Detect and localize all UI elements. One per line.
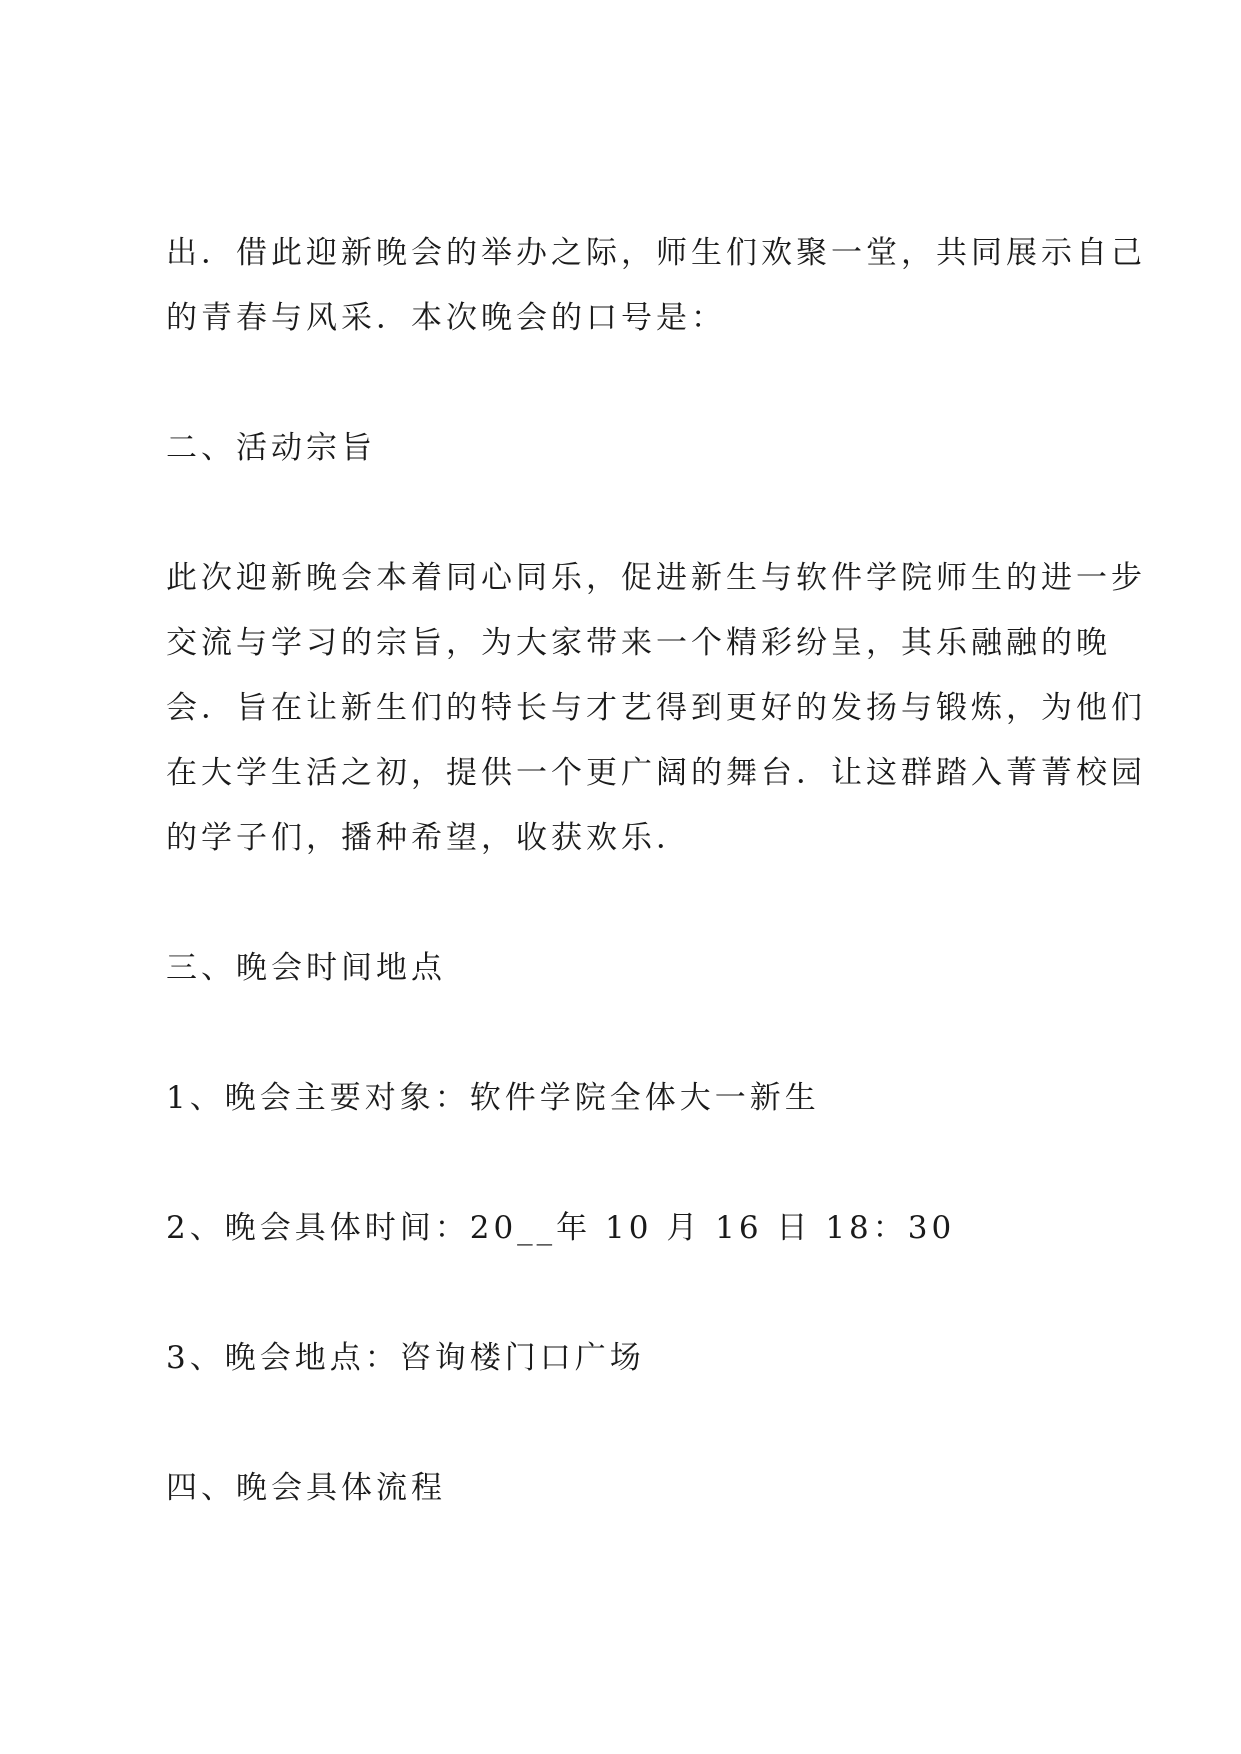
section-heading-time-place: 三、晚会时间地点 bbox=[166, 950, 446, 986]
paragraph-purpose-line-5: 的学子们，播种希望，收获欢乐． bbox=[166, 820, 691, 856]
section-heading-process: 四、晚会具体流程 bbox=[166, 1470, 446, 1506]
paragraph-intro-line-2: 的青春与风采．本次晚会的口号是： bbox=[166, 300, 726, 336]
list-item-time: 2、晚会具体时间：20__年 10 月 16 日 18：30 bbox=[166, 1210, 956, 1246]
list-item-audience: 1、晚会主要对象：软件学院全体大一新生 bbox=[166, 1080, 820, 1116]
paragraph-purpose-line-1: 此次迎新晚会本着同心同乐，促进新生与软件学院师生的进一步 bbox=[166, 560, 1146, 596]
paragraph-purpose-line-3: 会．旨在让新生们的特长与才艺得到更好的发扬与锻炼，为他们 bbox=[166, 690, 1146, 726]
paragraph-intro-line-1: 出．借此迎新晚会的举办之际，师生们欢聚一堂，共同展示自己 bbox=[166, 235, 1146, 271]
paragraph-purpose-line-2: 交流与学习的宗旨，为大家带来一个精彩纷呈，其乐融融的晚 bbox=[166, 625, 1111, 661]
paragraph-purpose-line-4: 在大学生活之初，提供一个更广阔的舞台．让这群踏入菁菁校园 bbox=[166, 755, 1146, 791]
list-item-location: 3、晚会地点：咨询楼门口广场 bbox=[166, 1340, 645, 1376]
section-heading-purpose: 二、活动宗旨 bbox=[166, 430, 376, 466]
